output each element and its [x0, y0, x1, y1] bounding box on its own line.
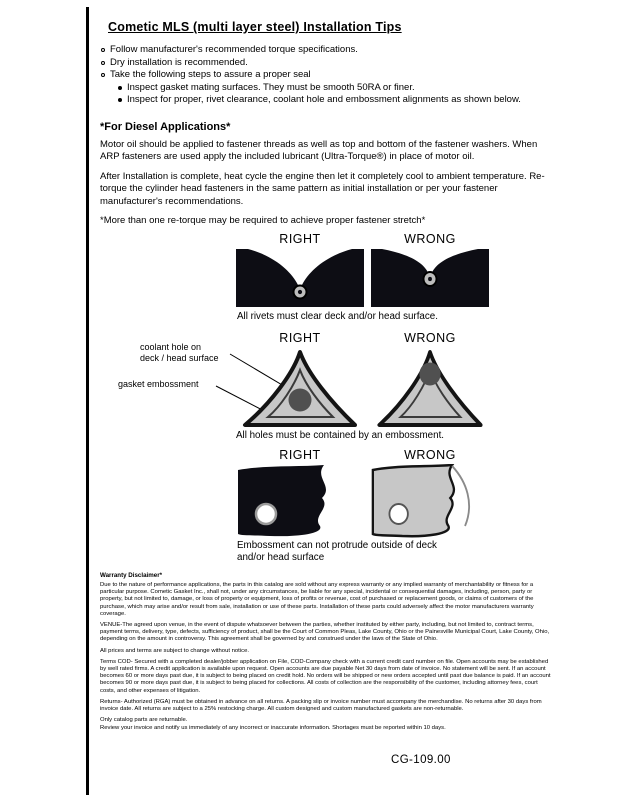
warranty-paragraph: Due to the nature of performance applications, the parts in this catalog are sold without any express warranty or any implied warranty of merchantability or fitness for a particular purpose. Cometic Gasket Inc., shall not, under any circumstances, be liable for any special, incidental or consequential damages, including, person, party or property, but not limited to, damage, or loss of property or equipment, loss of profits or revenue, cost of purchased or replacement goods, or claims of customers of the purchase, which may arise and/or result from sale, installation or use of these parts. Installation of these parts could adversely affect the motor manufacturers warranty coverage.	[100, 582, 534, 617]
catalog-page-code: CG-109.00	[391, 754, 451, 766]
row3-wrong-label: WRONG	[404, 448, 456, 462]
gasket-embossment-annotation: gasket embossment	[118, 379, 199, 389]
coolant-hole-annotation	[140, 342, 219, 363]
tip-text: Take the following steps to assure a proper seal	[110, 69, 311, 80]
warranty-heading: Warranty Disclaimer*	[100, 572, 163, 579]
embossment-wrong-diagram	[371, 464, 489, 538]
warranty-paragraph: Terms COD- Secured with a completed dealer/jobber application on File, COD-Company check with a current credit card number on file. Open accounts may be established by well rated firms. A credit application is available upon request. Open accounts are due payable Net 30 days from date of invoice. No statement will be sent. If an account becomes 60 or more days past due, it is subject to being placed on credit hold. No orders will be shipped or new orders accepted until past due balance is paid. If an account becomes 90 or more days past due, it is subject to being placed for collections. All costs of collection are the responsibility of the customer, including attorney fees, court costs, and other expenses of litigation.	[100, 658, 551, 694]
coolant-hole-wrong-diagram	[371, 348, 489, 428]
list-item	[100, 44, 552, 57]
open-bullet-icon	[101, 61, 105, 65]
bolt-hole-icon	[256, 504, 276, 524]
coolant-hole-right-diagram	[236, 348, 364, 428]
retorque-note: *More than one re-torque may be required to achieve proper fastener stretch*	[100, 215, 426, 226]
row1-right-label: RIGHT	[279, 232, 321, 246]
diesel-paragraph-1: Motor oil should be applied to fastener threads as well as top and bottom of the fastener washers. When ARP fasteners are used apply the included lubricant (Ultra-Torque®) in place of motor oil.	[100, 138, 538, 162]
annotation-line: coolant hole on	[140, 342, 202, 352]
filled-bullet-icon	[118, 98, 122, 102]
caption-line: and/or head surface	[237, 552, 325, 563]
coolant-hole-icon	[289, 389, 312, 412]
holes-caption: All holes must be contained by an embossment.	[236, 430, 445, 441]
tip-text: Follow manufacturer's recommended torque specifications.	[110, 44, 358, 55]
warranty-section	[100, 572, 552, 737]
list-item	[100, 57, 552, 70]
list-item	[100, 69, 552, 82]
row3-right-label: RIGHT	[279, 448, 321, 462]
tip-text: Inspect for proper, rivet clearance, coolant hole and embossment alignments as shown below.	[127, 94, 521, 105]
list-item	[117, 94, 552, 107]
figures-section	[0, 230, 618, 572]
rivets-caption: All rivets must clear deck and/or head surface.	[237, 311, 438, 322]
tip-text: Inspect gasket mating surfaces. They must be smooth 50RA or finer.	[127, 81, 415, 93]
warranty-paragraph: Review your invoice and notify us immediately of any incorrect or inaccurate information. Shortages must be reported within 10 days.	[100, 725, 446, 732]
open-bullet-icon	[101, 48, 105, 52]
warranty-paragraph: All prices and terms are subject to change without notice.	[100, 647, 249, 654]
row1-wrong-label: WRONG	[404, 232, 456, 246]
page-title: Cometic MLS (multi layer steel) Installation Tips	[108, 20, 402, 34]
embossment-caption	[237, 540, 437, 564]
rivet-wrong-diagram	[371, 249, 489, 307]
diesel-paragraph-2: After Installation is complete, heat cycle the engine then let it completely cool to ambient temperature. Re-torque the cylinder head fasteners in the same pattern as initial installation or per your fastener manufacturer's recommendations.	[100, 170, 545, 207]
embossment-right-diagram	[236, 464, 364, 538]
protruding-embossment-line	[452, 466, 469, 526]
tips-list	[100, 44, 552, 107]
tip-text: Dry installation is recommended.	[110, 56, 248, 68]
warranty-paragraph: Only catalog parts are returnable.	[100, 717, 188, 724]
diesel-heading: *For Diesel Applications*	[100, 120, 231, 133]
coolant-hole-icon	[419, 363, 440, 386]
rivet-right-diagram	[236, 249, 364, 307]
filled-bullet-icon	[118, 86, 122, 90]
annotation-line: deck / head surface	[140, 352, 219, 363]
row2-wrong-label: WRONG	[404, 331, 456, 345]
list-item	[117, 82, 552, 95]
open-bullet-icon	[101, 73, 105, 77]
row2-right-label: RIGHT	[279, 331, 321, 345]
bolt-hole-icon	[389, 504, 407, 524]
caption-line: Embossment can not protrude outside of deck	[237, 540, 437, 551]
warranty-paragraph: VENUE-The agreed upon venue, in the event of dispute whatsoever between the parties, whether instituted by either party, including, but not limited to, contract terms, payment terms, delivery, type, defects, sufficiency of product, shall be the Court of Common Pleas, Lake County, Ohio or the Painesville Municipal Court, Lake County, Ohio, depending on the amount in controversy. This agreement shall be governed by and construed under the laws of the State of Ohio.	[100, 622, 550, 643]
main-content	[100, 14, 552, 228]
warranty-paragraph: Returns- Authorized (RGA) must be obtained in advance on all returns. A packing slip or invoice number must accompany the merchandise. No returns after 30 days from invoice date. All returns are subject to a 25% restocking charge. All custom designed and custom manufactured gaskets are non-returnable.	[100, 698, 542, 713]
